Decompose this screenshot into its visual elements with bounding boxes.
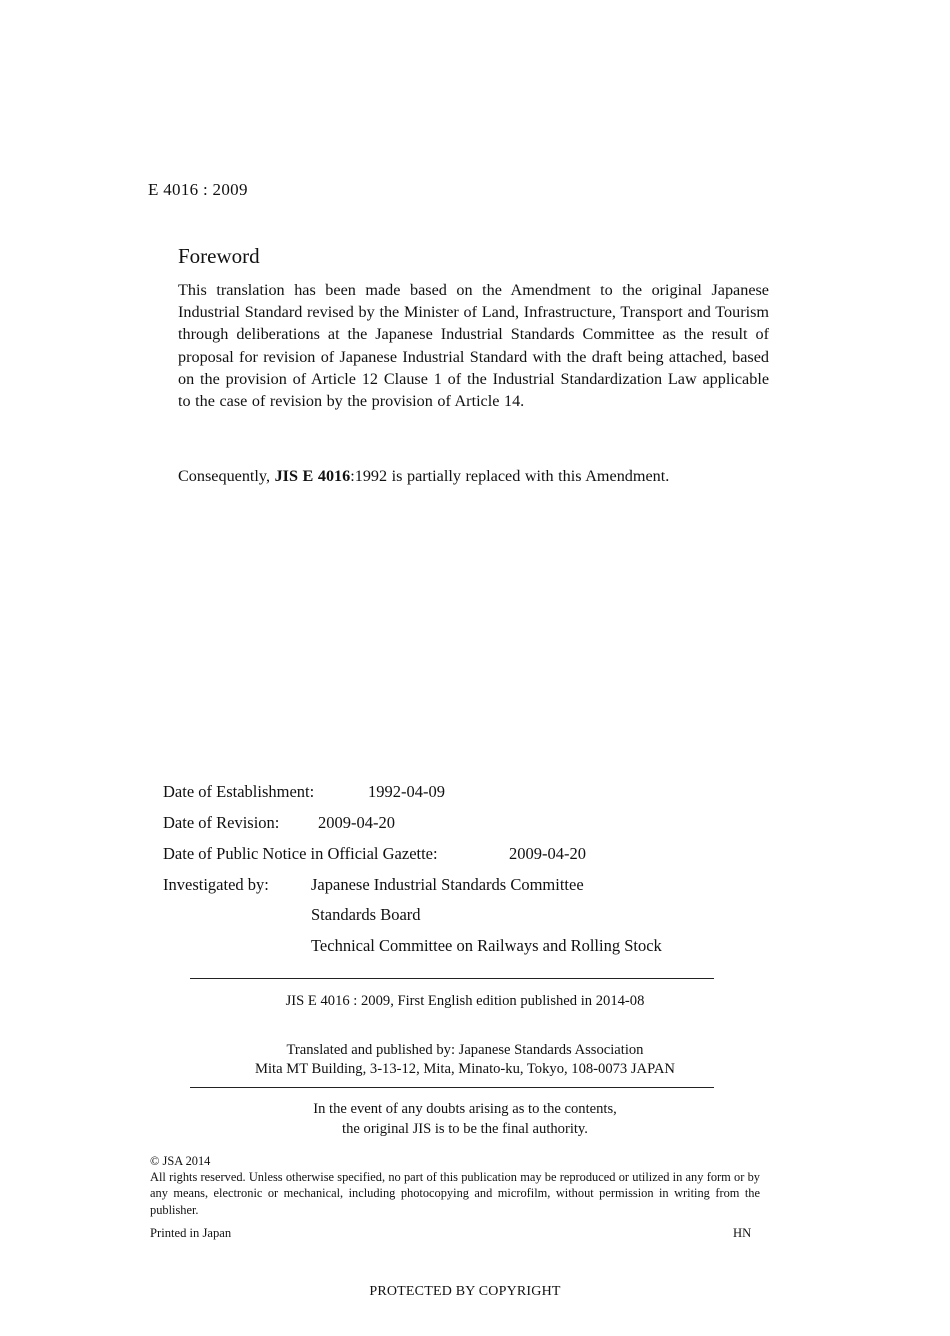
copyright-line: © JSA 2014 <box>150 1154 211 1168</box>
public-notice-label: Date of Public Notice in Official Gazette: <box>163 844 438 863</box>
print-code: HN <box>733 1226 752 1240</box>
paragraph-2-prefix: Consequently, <box>178 467 275 485</box>
document-id: E 4016 : 2009 <box>148 180 248 199</box>
investigated-label: Investigated by: <box>163 875 269 894</box>
translated-by-line: Translated and published by: Japanese Standards Association <box>286 1042 644 1058</box>
public-notice-row <box>163 844 586 864</box>
protected-by-copyright: PROTECTED BY COPYRIGHT <box>369 1284 561 1299</box>
divider-bottom <box>190 1087 714 1088</box>
revision-value: 2009-04-20 <box>318 813 395 832</box>
establishment-row <box>163 782 445 802</box>
doubts-line-1: In the event of any doubts arising as to the contents, <box>313 1101 617 1117</box>
rights-text: All rights reserved. Unless otherwise specified, no part of this publication may be reproduced or utilized in any form or by any means, electronic or mechanical, including photocopying and microfilm, without permission in writing from the publisher. <box>150 1170 760 1217</box>
investigated-line-2: Standards Board <box>311 905 421 924</box>
jis-year: :1992 <box>350 467 388 485</box>
edition-line: JIS E 4016 : 2009, First English edition published in 2014-08 <box>285 993 645 1009</box>
paragraph-2-suffix: is partially replaced with this Amendment. <box>387 467 670 485</box>
investigated-line-1: Japanese Industrial Standards Committee <box>311 875 584 894</box>
investigated-line-3: Technical Committee on Railways and Rolling Stock <box>311 936 662 955</box>
printed-in-japan: Printed in Japan <box>150 1226 232 1240</box>
establishment-value: 1992-04-09 <box>368 782 445 801</box>
address-line: Mita MT Building, 3-13-12, Mita, Minato-ku, Tokyo, 108-0073 JAPAN <box>255 1061 675 1077</box>
establishment-label: Date of Establishment: <box>163 782 315 801</box>
foreword-paragraph-1: This translation has been made based on the Amendment to the original Japanese Industrial Standard revised by the Minister of Land, Infrastructure, Transport and Tourism through deliberations at the Japanese Industrial Standards Committee as the result of proposal for revision of Japanese Industrial Standard with the draft being attached, based on the provision of Article 12 Clause 1 of the Industrial Standardization Law applicable to the case of revision by the provision of Article 14. <box>178 281 769 411</box>
revision-row <box>163 813 395 833</box>
public-notice-value: 2009-04-20 <box>509 844 586 863</box>
doubts-line-2: the original JIS is to be the final authority. <box>342 1121 588 1137</box>
revision-label: Date of Revision: <box>163 813 280 832</box>
foreword-title: Foreword <box>178 244 260 268</box>
jis-reference: JIS E 4016 <box>274 467 351 485</box>
divider-top <box>190 978 714 979</box>
foreword-paragraph-2 <box>178 465 769 487</box>
